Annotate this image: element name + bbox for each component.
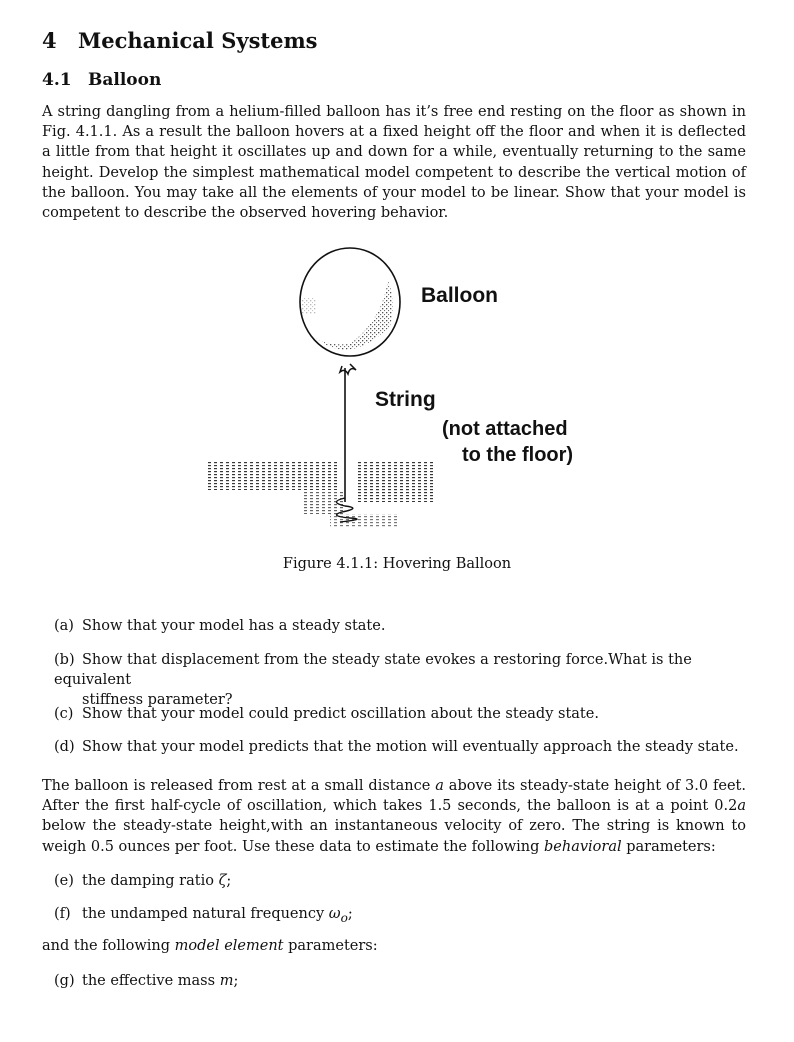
item-g-text: the effective mass: [82, 973, 220, 989]
question-b-text-continued: stiffness parameter?: [82, 692, 233, 709]
item-g-end: ;: [233, 973, 239, 989]
question-c: [54, 704, 754, 724]
omega-subscript: o: [340, 910, 348, 925]
intro-paragraph: A string dangling from a helium-filled balloon has it’s free end resting on the floor as shown in Fig. 4.1.1. As a result the balloon hovers at a fixed height off the floor and when it is deflected a little from that height it oscillates up and down for a while, eventually returning to the same height. Develop the simplest mathematical model competent to describe the vertical motion of the balloon. You may take all the elements of your model to be linear. Show that your model is competent to describe the observed hovering behavior.: [42, 104, 746, 222]
balloon-figure: [190, 240, 610, 540]
subsection-title: Balloon: [88, 70, 162, 90]
question-b-label: (b): [54, 652, 75, 668]
subsection-number: 4.1: [42, 70, 72, 90]
question-d-label: (d): [54, 739, 75, 755]
figure-caption: Figure 4.1.1: Hovering Balloon: [282, 556, 512, 572]
data-text-4: parameters:: [621, 838, 716, 855]
label-balloon: Balloon: [421, 284, 498, 307]
omega-symbol: ω: [328, 906, 341, 922]
question-d-text: Show that your model predicts that the motion will eventually approach the steady state.: [82, 739, 739, 755]
emphasis-model-element: model element: [174, 938, 284, 954]
label-not-attached: (not attached: [442, 418, 568, 440]
balloon-knot: [340, 364, 356, 374]
label-string: String: [375, 388, 436, 411]
model-intro: [42, 938, 378, 954]
question-a-text: Show that your model has a steady state.: [82, 618, 386, 634]
question-c-text: Show that your model could predict oscillation about the steady state.: [82, 706, 599, 722]
data-text-3: below the steady-state height,with an instantaneous velocity of zero. The string is known to weigh 0.5 ounces per foot. Use these data to estimate the following: [42, 818, 746, 855]
item-g: [54, 971, 754, 991]
item-f-end: ;: [347, 906, 353, 922]
question-c-label: (c): [54, 706, 74, 722]
data-text-2: above its steady-state height of 3.0 feet. After the first half-cycle of oscillation, which takes 1.5 seconds, the balloon is at a point 0.2: [42, 778, 746, 815]
model-intro-text-1: and the following: [42, 938, 175, 954]
model-intro-text-2: parameters:: [283, 938, 378, 954]
item-f: [54, 904, 754, 928]
subsection-heading: [42, 70, 161, 90]
item-f-label: (f): [54, 906, 71, 922]
emphasis-behavioral: behavioral: [544, 838, 622, 855]
question-d: [54, 737, 754, 757]
variable-a-2: a: [737, 798, 746, 815]
section-number: 4: [42, 28, 57, 53]
question-b: [54, 650, 754, 711]
item-f-text: the undamped natural frequency: [82, 906, 329, 922]
data-text-1: The balloon is released from rest at a small distance: [42, 778, 436, 794]
item-e-end: ;: [226, 873, 232, 889]
variable-a: a: [435, 778, 444, 794]
question-a: [54, 616, 754, 636]
zeta-symbol: ζ: [218, 873, 227, 889]
label-to-the-floor: to the floor): [462, 444, 574, 466]
item-e-text: the damping ratio: [82, 873, 219, 889]
item-e: [54, 871, 754, 891]
data-paragraph: [42, 776, 746, 857]
question-b-text: Show that displacement from the steady state evokes a restoring force.What is the equivalent: [54, 652, 692, 689]
floor-surface: [208, 462, 436, 528]
question-a-label: (a): [54, 618, 74, 634]
item-g-label: (g): [54, 973, 75, 989]
mass-symbol: m: [219, 973, 234, 989]
section-title: Mechanical Systems: [78, 28, 318, 53]
item-e-label: (e): [54, 873, 74, 889]
section-heading: [42, 28, 318, 53]
